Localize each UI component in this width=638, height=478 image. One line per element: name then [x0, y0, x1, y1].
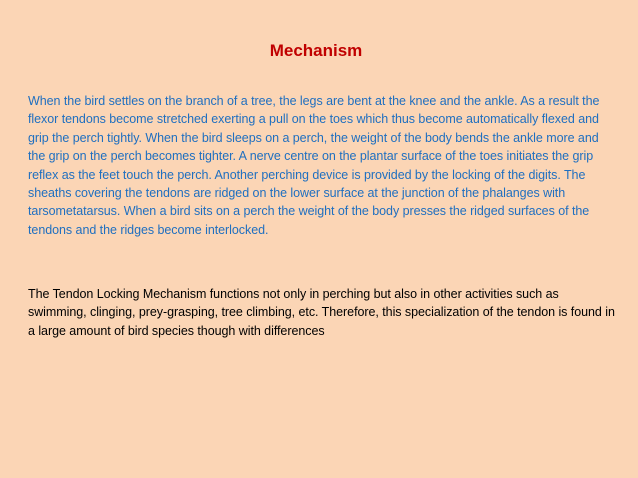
- slide-title-text: Mechanism: [269, 41, 363, 60]
- mechanism-paragraph: When the bird settles on the branch of a tree, the legs are bent at the knee and the ankle. As a result the flexor tendons become stretched exerting a pull on the toes which thus become automatically flexed and grip the perch tightly. When the bird sleeps on a perch, the weight of the body bends the ankle more and the grip on the perch becomes tighter. A nerve centre on the plantar surface of the toes initiates the grip reflex as the feet touch the perch. Another perching device is provided by the locking of the digits. The sheaths covering the tendons are ridged on the lower surface at the junction of the phalanges with tarsometatarsus. When a bird sits on a perch the weight of the body presses the ridged surfaces of the tendons and the ridges become interlocked.: [28, 94, 600, 237]
- slide-title: [0, 41, 638, 61]
- tendon-locking-paragraph: The Tendon Locking Mechanism functions not only in perching but also in other activities such as swimming, clinging, prey-grasping, tree climbing, etc. Therefore, this specialization of the tendon is found in a large amount of bird species though with differences: [28, 287, 615, 338]
